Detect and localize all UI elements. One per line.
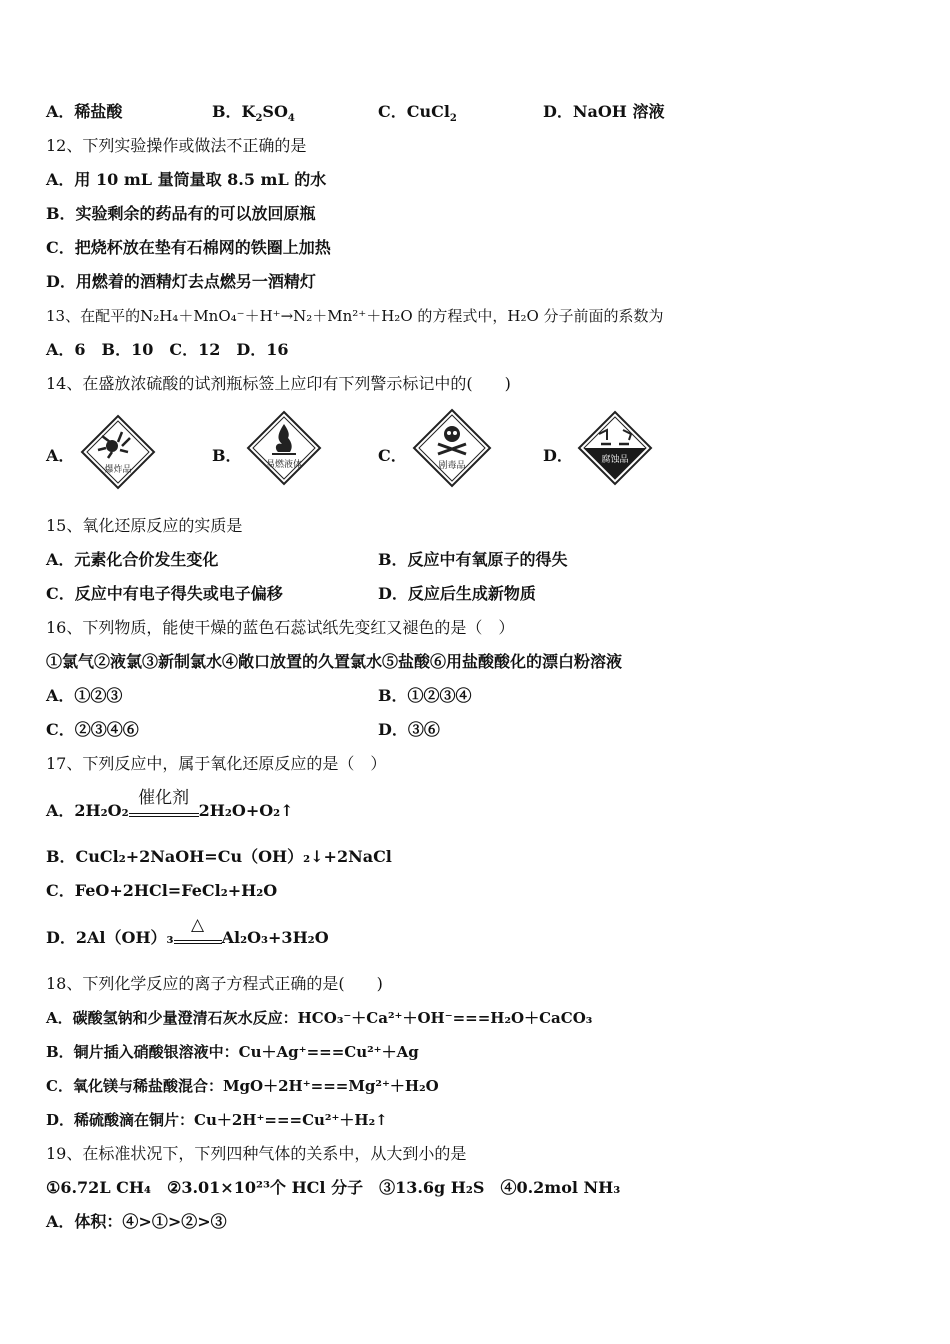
catalyst-arrow: 催化剂 [129,801,199,823]
explosive-sign-text: 爆炸品 [104,465,132,475]
q15-option-d: D．反应后生成新物质 [378,584,536,603]
q15-stem: 15、氧化还原反应的实质是 [46,516,243,535]
q14-stem: 14、在盛放浓硫酸的试剂瓶标签上应印有下列警示标记中的( ) [46,374,511,393]
q17-option-b: B．CuCl₂+2NaOH=Cu（OH）₂↓+2NaCl [46,847,392,866]
q15-option-a: A．元素化合价发生变化 [46,550,219,569]
q17-option-c: C．FeO+2HCl=FeCl₂+H₂O [46,881,278,900]
q14-option-d-label: D． [543,446,573,465]
q18-option-a: A．碳酸氢钠和少量澄清石灰水反应：HCO₃⁻＋Ca²⁺＋OH⁻===H₂O＋CaCO₃ [46,1009,593,1027]
q16-list: ①氯气②液氯③新制氯水④敞口放置的久置氯水⑤盐酸⑥用盐酸酸化的漂白粉溶液 [46,652,623,671]
q18-stem: 18、下列化学反应的离子方程式正确的是( ) [46,974,383,993]
q16-option-b: B．①②③④ [378,686,472,705]
q18-option-c: C．氧化镁与稀盐酸混合：MgO＋2H⁺===Mg²⁺＋H₂O [46,1077,439,1095]
heat-arrow: △ [174,928,222,950]
flammable-liquid-sign-icon [246,410,322,486]
q12-stem: 12、下列实验操作或做法不正确的是 [46,136,307,155]
q16-option-c: C．②③④⑥ [46,720,139,739]
q14-option-a-label: A． [46,446,75,465]
flammable-sign-text: 易燃液体 [265,460,303,470]
q12-option-a: A．用 10 mL 量筒量取 8.5 mL 的水 [46,170,327,189]
q15-option-b: B．反应中有氧原子的得失 [378,550,568,569]
q11-option-b: B．$K_2SO_4$ [212,102,295,125]
q13-options: A．6 B．10 C．12 D．16 [46,340,289,359]
q17-option-d: D．2Al（OH）₃ △ Al₂O₃+3H₂O [46,927,329,950]
q18-option-b: B．铜片插入硝酸银溶液中：Cu＋Ag⁺===Cu²⁺＋Ag [46,1043,419,1061]
q16-option-a: A．①②③ [46,686,123,705]
q12-option-c: C．把烧杯放在垫有石棉网的铁圈上加热 [46,238,331,257]
toxic-skull-sign-icon [412,408,492,488]
q16-option-d: D．③⑥ [378,720,440,739]
q11-option-c: C．CuCl$_2$ [378,102,457,125]
q19-list: ①6.72L CH₄ ②3.01×10²³个 HCl 分子 ③13.6g H₂S ④0.2mol NH₃ [46,1178,621,1197]
corrosive-sign-icon [577,410,653,486]
q19-stem: 19、在标准状况下，下列四种气体的关系中，从大到小的是 [46,1144,467,1163]
q19-option-a: A．体积：④>①>②>③ [46,1212,227,1231]
q14-option-c-label: C． [378,446,407,465]
q11-option-a: A．稀盐酸 [46,102,123,121]
q18-option-d: D．稀硫酸滴在铜片：Cu＋2H⁺===Cu²⁺＋H₂↑ [46,1111,388,1129]
q11-option-d: D．NaOH 溶液 [543,102,665,121]
q13-stem: 13、在配平的N₂H₄＋MnO₄⁻＋H⁺→N₂＋Mn²⁺＋H₂O 的方程式中，H₂O 分子前面的系数为 [46,307,664,325]
toxic-sign-text: 剧毒品 [438,461,466,471]
q16-stem: 16、下列物质，能使干燥的蓝色石蕊试纸先变红又褪色的是（ ） [46,618,515,637]
explosive-sign-icon [80,414,156,490]
q17-option-a: A．2H₂O₂ 催化剂 2H₂O+O₂↑ [46,800,294,823]
q14-option-b-label: B． [212,446,242,465]
corrosive-sign-text: 腐蚀品 [601,455,629,465]
q15-option-c: C．反应中有电子得失或电子偏移 [46,584,283,603]
q17-stem: 17、下列反应中，属于氧化还原反应的是（ ） [46,754,387,773]
q12-option-b: B．实验剩余的药品有的可以放回原瓶 [46,204,316,223]
q12-option-d: D．用燃着的酒精灯去点燃另一酒精灯 [46,272,316,291]
